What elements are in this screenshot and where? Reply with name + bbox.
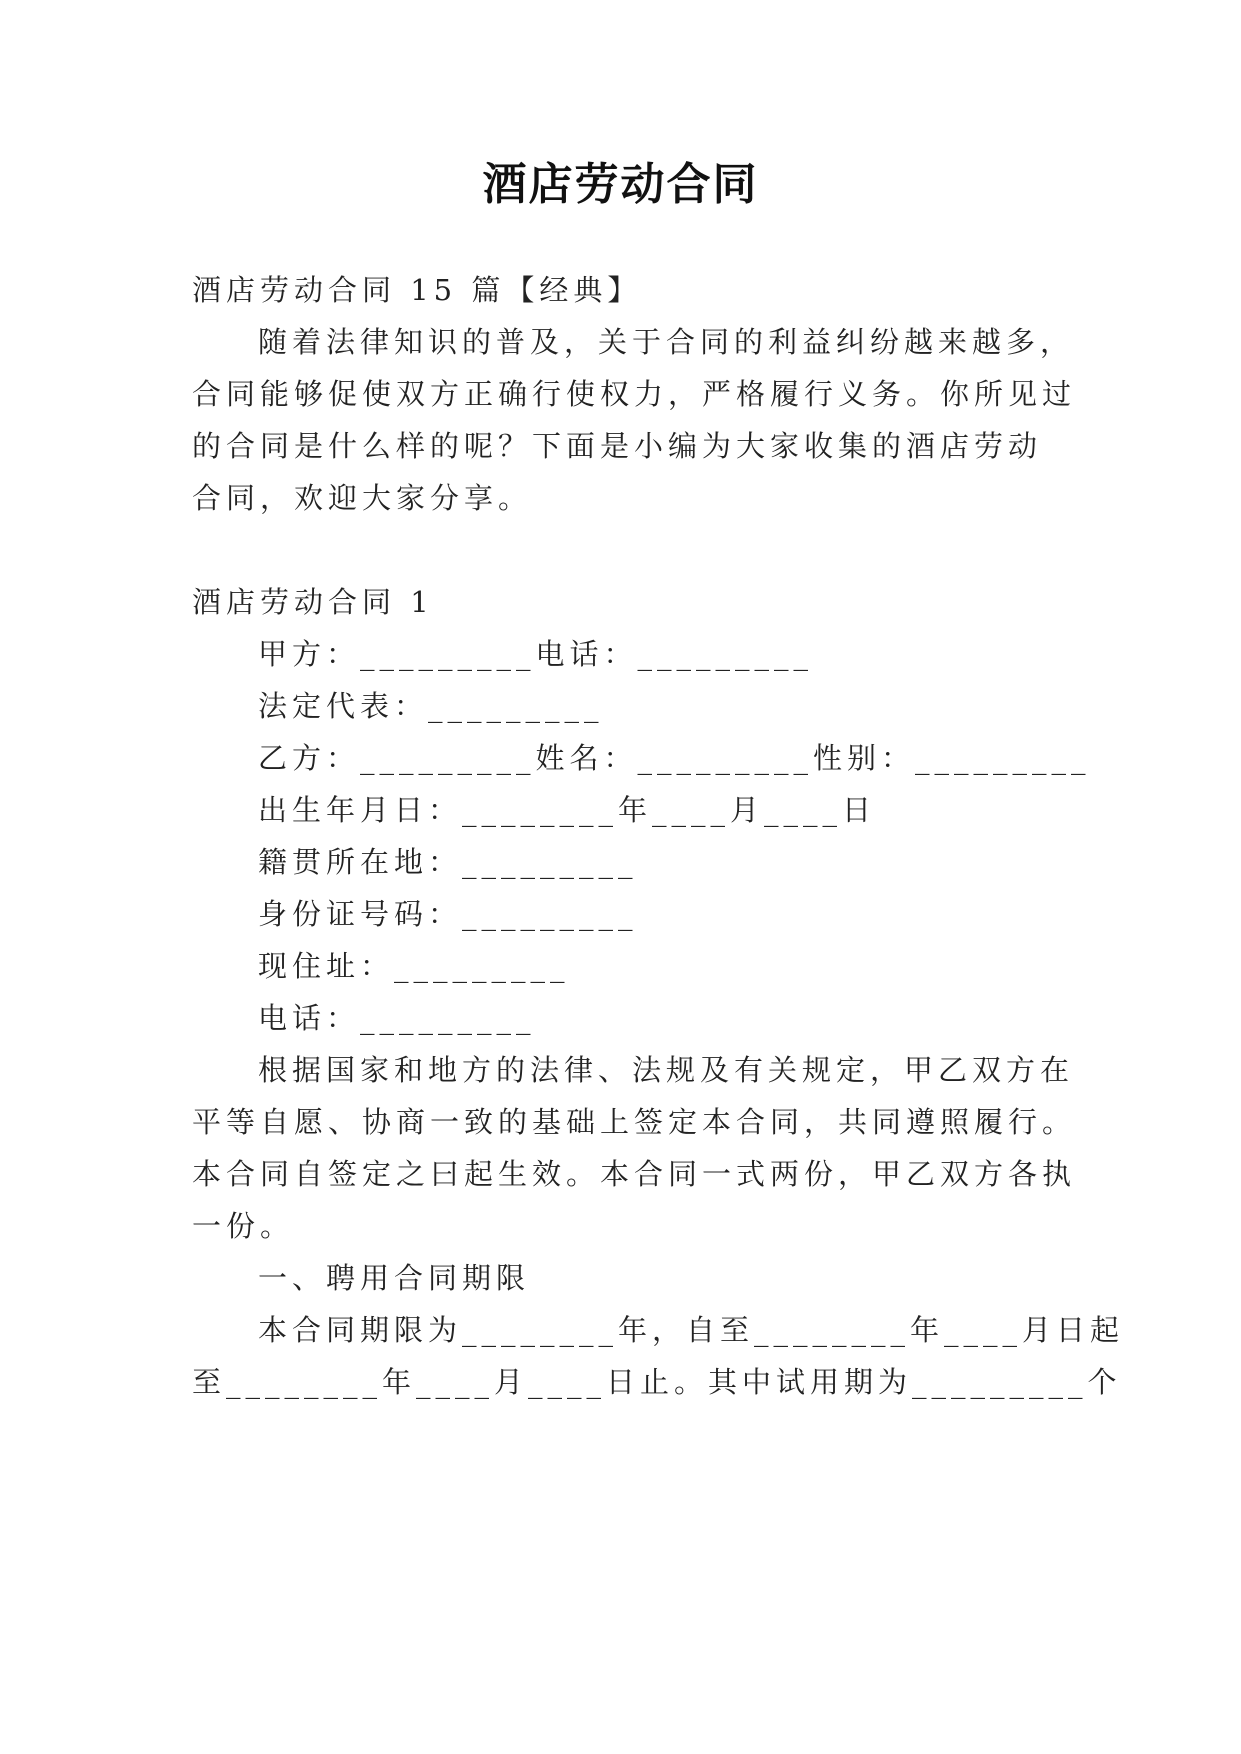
field-party-a: 甲方：_________电话：_________ (258, 637, 814, 671)
intro-line-4: 合同，欢迎大家分享。 (192, 481, 533, 515)
intro-line-3: 的合同是什么样的呢？下面是小编为大家收集的酒店劳动 (192, 429, 1043, 463)
document-title: 酒店劳动合同 (482, 159, 759, 210)
field-address: 现住址：_________ (258, 949, 570, 983)
field-id-number: 身份证号码：_________ (258, 897, 638, 931)
field-phone: 电话：_________ (258, 1001, 536, 1035)
field-party-b: 乙方：_________姓名：_________性别：_________ (258, 741, 1091, 775)
body-line-4: 一份。 (192, 1209, 295, 1243)
clause-line-2: 至________年____月____日止。其中试用期为_________个 (192, 1365, 1122, 1399)
intro-line-1: 随着法律知识的普及，关于合同的利益纠纷越来越多， (258, 325, 1075, 359)
document-subtitle: 酒店劳动合同 15 篇【经典】 (192, 273, 642, 307)
field-native-place: 籍贯所在地：_________ (258, 845, 638, 879)
body-line-2: 平等自愿、协商一致的基础上签定本合同，共同遵照履行。 (192, 1105, 1077, 1139)
field-legal-rep: 法定代表：_________ (258, 689, 604, 723)
intro-line-2: 合同能够促使双方正确行使权力，严格履行义务。你所见过 (192, 377, 1077, 411)
section-heading: 酒店劳动合同 1 (192, 585, 434, 619)
body-line-3: 本合同自签定之曰起生效。本合同一式两份，甲乙双方各执 (192, 1157, 1077, 1191)
body-line-1: 根据国家和地方的法律、法规及有关规定，甲乙双方在 (258, 1053, 1075, 1087)
clause-heading: 一、聘用合同期限 (258, 1261, 531, 1295)
clause-line-1: 本合同期限为________年，自至________年____月日起 (258, 1313, 1125, 1347)
field-birth-date: 出生年月日：________年____月____日 (258, 793, 877, 827)
